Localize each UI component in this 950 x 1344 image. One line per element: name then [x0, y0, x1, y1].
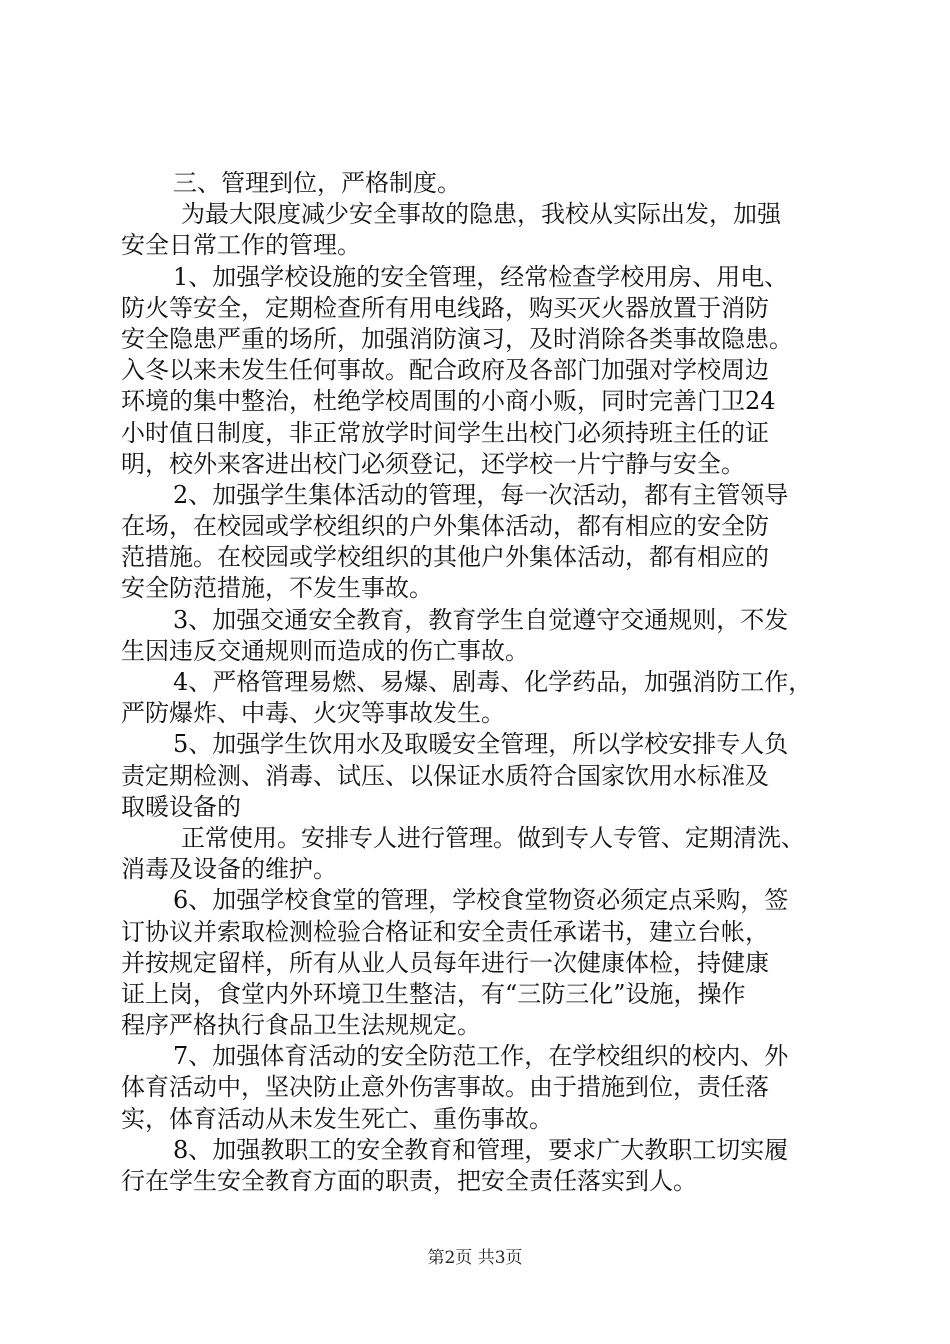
- text-line: 安全日常工作的管理。: [121, 231, 361, 260]
- text-line: 1、加强学校设施的安全管理，经常检查学校用房、用电、: [173, 262, 789, 291]
- page-number-footer: 第2页 共3页: [427, 1248, 523, 1268]
- text-line: 并按规定留样，所有从业人员每年进行一次健康体检，持健康: [121, 948, 769, 977]
- text-line: 订协议并索取检测检验合格证和安全责任承诺书，建立台帐，: [121, 917, 769, 946]
- text-line: 生因违反交通规则而造成的伤亡事故。: [121, 636, 529, 665]
- text-line: 正常使用。安排专人进行管理。做到专人专管、定期清洗、: [181, 823, 805, 852]
- text-line: 严防爆炸、中毒、火灾等事故发生。: [121, 699, 505, 728]
- text-line: 证上岗，食堂内外环境卫生整洁，有“三防三化”设施，操作: [121, 979, 746, 1008]
- text-line: 5、加强学生饮用水及取暖安全管理，所以学校安排专人负: [173, 730, 789, 759]
- text-line: 防火等安全，定期检查所有用电线路，购买灭火器放置于消防: [121, 293, 769, 322]
- text-line: 体育活动中，坚决防止意外伤害事故。由于措施到位，责任落: [121, 1073, 769, 1102]
- text-line: 明，校外来客进出校门必须登记，还学校一片宁静与安全。: [121, 449, 745, 478]
- document-body: [121, 168, 837, 1197]
- text-line: 实，体育活动从未发生死亡、重伤事故。: [121, 1104, 553, 1133]
- text-line: 程序严格执行食品卫生法规规定。: [121, 1011, 481, 1040]
- text-line: 安全防范措施，不发生事故。: [121, 574, 433, 603]
- text-line: 8、加强教职工的安全教育和管理，要求广大教职工切实履: [173, 1135, 789, 1164]
- text-line: 消毒及设备的维护。: [121, 855, 337, 884]
- text-line: 取暖设备的: [121, 792, 241, 821]
- text-line: 2、加强学生集体活动的管理，每一次活动，都有主管领导: [173, 480, 789, 509]
- text-line: 为最大限度减少安全事故的隐患，我校从实际出发，加强: [181, 200, 781, 229]
- text-line: 6、加强学校食堂的管理，学校食堂物资必须定点采购，签: [173, 886, 789, 915]
- text-line: 3、加强交通安全教育，教育学生自觉遵守交通规则，不发: [173, 605, 789, 634]
- text-line: 范措施。在校园或学校组织的其他户外集体活动，都有相应的: [121, 543, 769, 572]
- text-line: 小时值日制度，非正常放学时间学生出校门必须持班主任的证: [121, 418, 769, 447]
- text-line: 在场，在校园或学校组织的户外集体活动，都有相应的安全防: [121, 512, 769, 541]
- text-line: 7、加强体育活动的安全防范工作，在学校组织的校内、外: [173, 1042, 789, 1071]
- text-line: 入冬以来未发生任何事故。配合政府及各部门加强对学校周边: [121, 356, 769, 385]
- text-line: 三、管理到位，严格制度。: [173, 169, 461, 197]
- text-line: 责定期检测、消毒、试压、以保证水质符合国家饮用水标准及: [121, 761, 769, 790]
- text-line: 环境的集中整治，杜绝学校周围的小商小贩，同时完善门卫24: [121, 387, 776, 416]
- text-line: 行在学生安全教育方面的职责，把安全责任落实到人。: [121, 1167, 697, 1195]
- text-line: 安全隐患严重的场所，加强消防演习，及时消除各类事故隐患。: [121, 324, 793, 353]
- text-line: 4、严格管理易燃、易爆、剧毒、化学药品，加强消防工作，: [173, 668, 813, 696]
